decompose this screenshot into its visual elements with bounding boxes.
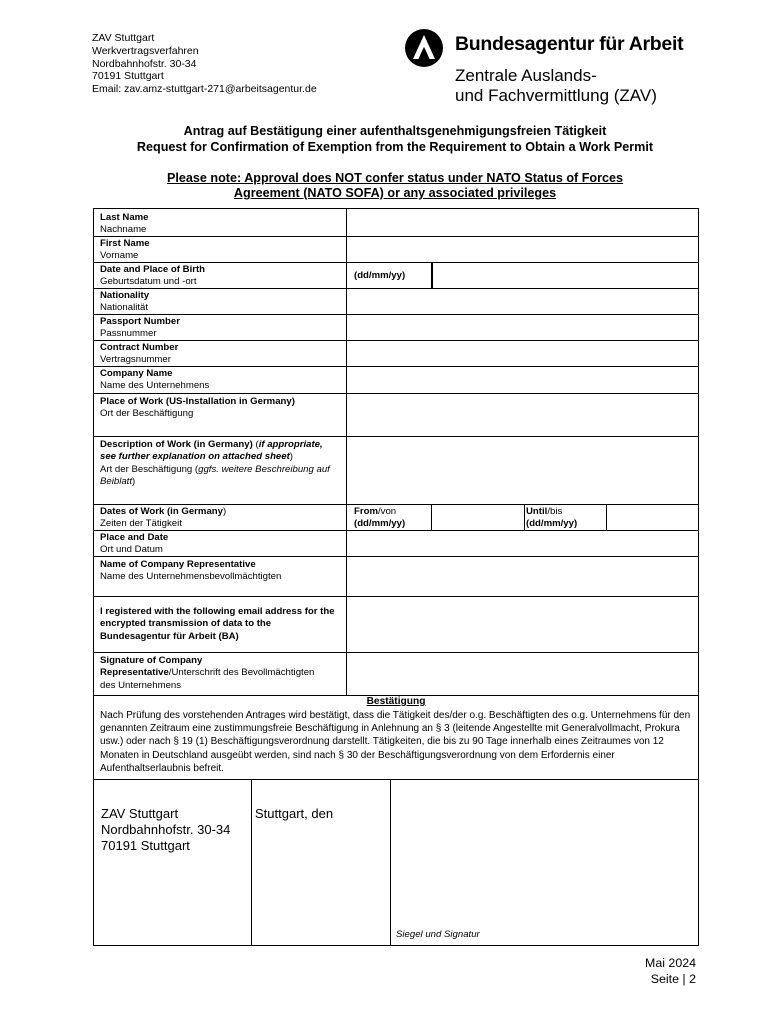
sender-line: Werkvertragsverfahren [92, 44, 199, 57]
agency-logo [404, 28, 704, 108]
from-date-label: From/von (dd/mm/yy) [354, 506, 406, 530]
place-date-label: Place and Date Ort und Datum [100, 532, 169, 556]
last-name-label: Last Name Nachname [100, 212, 149, 236]
city-date-label: Stuttgart, den [255, 806, 334, 821]
signature-label: Signature of Company Representative/Unterschrift des Bevollmächtigten des Unternehmens [100, 655, 315, 691]
page-footer [645, 955, 696, 987]
title-english: Request for Confirmation of Exemption from the Requirement to Obtain a Work Permit [136, 140, 654, 154]
nationality-label: Nationality Nationalität [100, 290, 150, 314]
sender-line: Nordbahnhofstr. 30-34 [92, 57, 197, 70]
email-registration-label: I registered with the following email address for the encrypted transmission of data to the Bundesagentur für Arbeit (BA) [100, 606, 335, 642]
until-date-label: Until/bis (dd/mm/yy) [526, 506, 578, 530]
confirmation-text: Nach Prüfung des vorstehenden Antrages wird bestätigt, dass die Tätigkeit des/der o.g. Beschäftigten des o.g. Unternehmens für den genannten Zeitraum eine zustimmungsfreie Beschäftigung in Anlehnung an § 3 (leitende Angestellte mit Generalvollmacht, Prokura usw.) oder nach § 19 (1) Beschäftigungsverordnung darstellt. Tätigkeiten, die bis zu 90 Tage innerhalb eines Zeitraumes von 12 Monaten in Deutschland ausgeübt werden, sind nach § 30 der Beschäftigungsverordnung von dem Erfordernis einer Aufenthaltserlaubnis befreit. [100, 710, 691, 774]
birth-label: Date and Place of Birth Geburtsdatum und -ort [100, 264, 206, 288]
dates-label: Dates of Work (in Germany) Zeiten der Tätigkeit [100, 506, 227, 530]
company-label: Company Name Name des Unternehmens [100, 368, 210, 392]
confirmation-title: Bestätigung [366, 696, 426, 707]
sender-line: ZAV Stuttgart [92, 32, 155, 44]
place-of-work-label: Place of Work (US-Installation in Germany) Ort der Beschäftigung [100, 396, 295, 420]
ba-logo-icon [404, 28, 444, 68]
footer-date: Mai 2024 [645, 956, 696, 970]
title-german: Antrag auf Bestätigung einer aufenthaltsgenehmigungsfreien Tätigkeit [183, 124, 607, 138]
office-address: ZAV Stuttgart Nordbahnhofstr. 30-34 70191 Stuttgart [101, 806, 231, 853]
application-form [93, 208, 699, 946]
sender-email: Email: zav.amz-stuttgart-271@arbeitsagentur.de [92, 83, 317, 96]
passport-label: Passport Number Passnummer [100, 316, 180, 340]
nato-note: Please note: Approval does NOT confer status under NATO Status of Forces [166, 171, 624, 185]
contract-label: Contract Number Vertragsnummer [100, 342, 179, 366]
sender-address [92, 32, 317, 96]
logo-org-name: Bundesagentur für Arbeit [455, 33, 684, 55]
first-name-label: First Name Vorname [100, 238, 150, 262]
rep-name-label: Name of Company Representative Name des Unternehmensbevollmächtigten [100, 559, 282, 583]
sender-line: 70191 Stuttgart [92, 70, 164, 83]
logo-subtitle: Zentrale Auslands- [455, 66, 597, 85]
logo-subtitle: und Fachvermittlung (ZAV) [455, 86, 657, 105]
birth-date-hint: (dd/mm/yy) [354, 270, 406, 281]
page-number: Seite | 2 [650, 972, 696, 986]
seal-signature-label: Siegel und Signatur [396, 929, 480, 940]
description-label: Description of Work (in Germany) (if appropriate, see further explanation on attached sheet) Art der Beschäftigung (ggfs. weitere Beschreibung auf Beiblatt) [100, 439, 330, 488]
nato-note: Agreement (NATO SOFA) or any associated privileges [233, 186, 557, 200]
